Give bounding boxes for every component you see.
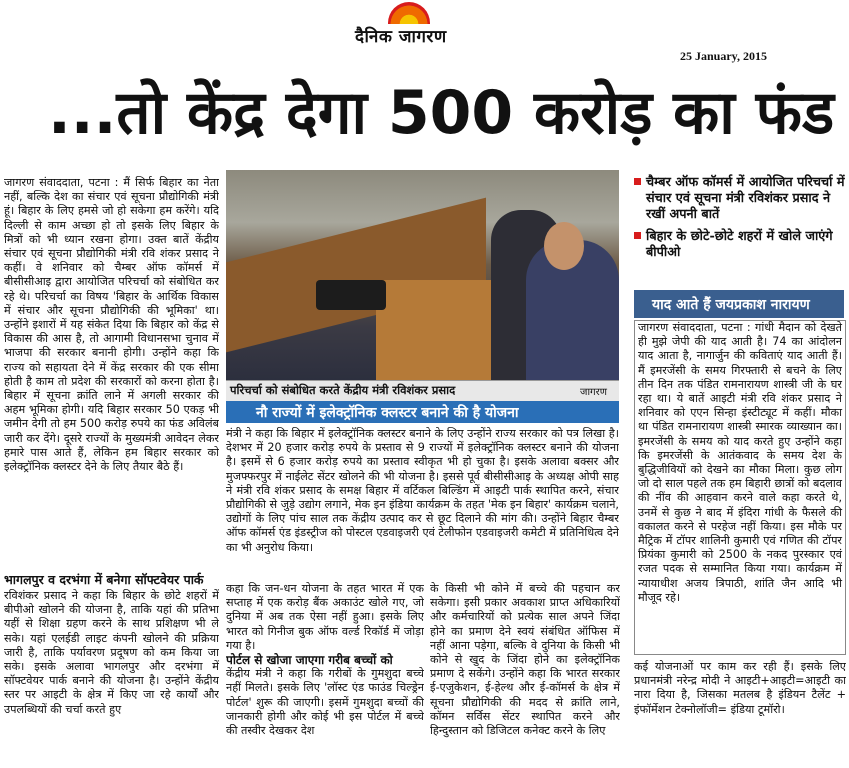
- subhead-software-park: भागलपुर व दरभंगा में बनेगा सॉफ्टवेयर पार्क: [4, 572, 204, 587]
- article-text: रविशंकर प्रसाद ने कहा कि बिहार के छोटे शहरों में बीपीओ खोलने की योजना है, ताकि यहां की प्रतिभा यहीं से शिक्षा ग्रहण करने के साथ प्रशिक्षण भी ले सके। यहां एलईडी लाइट कंपनी खोलने की प्रक्रिया जारी है, ताकि पर्यावरण प्रदूषण को कम किया जा सके। इसके अलावा भागलपुर और दरभंगा में सॉफ्टवेयर पार्क बनाने की योजना है। उन्होंने केंद्रीय स्तर पर आइटी के क्षेत्र में किए जा रहे कार्यों और उपलब्धियों की चर्चा करते हुए: [4, 589, 219, 716]
- article-text: केंद्रीय मंत्री ने कहा कि गरीबों के गुमशुदा बच्चे नहीं मिलते। इसके लिए 'लॉस्ट एंड फाउंड चिल्ड्रेन पोर्टल' शुरू की जाएगी। इसमें गुमशुदा बच्चों की जानकारी होगी और कोई भी इस पोर्टल में बच्चे की तस्वीर देखकर देश: [226, 667, 424, 738]
- article-text: के किसी भी कोने में बच्चे की पहचान कर सकेगा। इसी प्रकार अवकाश प्राप्त अधिकारियों और कर्मचारियों को प्रत्येक साल अपने जिंदा होने का प्रमाण देने स्वयं संबंधित ऑफिस में नहीं आना पड़ेगा, बल्कि वे दुनिया के किसी भी कोने से खुद के जिंदा होने का इलेक्ट्रॉनिक प्रमाण दे सकेंगे। उन्होंने कहा कि भारत सरकार ई-एजुकेशन, ई-हेल्थ और ई-कॉमर्स के क्षेत्र में सूचना प्रौद्योगिकी की मदद से क्रांति लाने, कॉमन सर्विस सेंटर स्थापित करने और हिन्दुस्तान को डिजिटल कनेक्ट करने के लिए: [430, 582, 620, 738]
- article-column-3: [226, 582, 424, 767]
- section-banner: [226, 401, 619, 423]
- bullet-square-icon: [634, 178, 641, 185]
- sidebar-story: [634, 320, 846, 655]
- article-text: कहा कि जन-धन योजना के तहत भारत में एक सप्ताह में एक करोड़ बैंक अकाउंट खोले गए, जो दुनिया में अब तक ऐसा नहीं हुआ। इसके लिए भारत को गिनीज बुक ऑफ वर्ल्ड रिकॉर्ड में जोड़ा गया है।: [226, 582, 424, 652]
- highlights-box: [634, 175, 846, 285]
- section-title: नौ राज्यों में इलेक्ट्रॉनिक क्लस्टर बनाने की है योजना: [256, 405, 519, 421]
- article-text: जागरण संवाददाता, पटना : गांधी मैदान को देखते ही मुझे जेपी की याद आती है। 74 का आंदोलन याद आता है, नागार्जुन की कविताएं याद आती हैं। मैं इमरजेंसी के समय गिरफ्तारी से बचने के लिए तीन दिन तक पंडित रामनारायण शास्त्री जी के घर रहा था। ये बातें आइटी मंत्री रवि शंकर प्रसाद ने शनिवार को एएन सिन्हा इंस्टीट्यूट में कहीं। मौका था पंडित रामनारायण शास्त्री स्मारक व्याख्यान का। इमरजेंसी के समय को याद करते हुए उन्होंने कहा कि इमरजेंसी के आतंकवाद के समय देश के बुद्धिजीवियों को देखने का मौका मिला। कुछ लोग जो दो साल पहले तक हम बिहारी छात्रों को बदलाव की नींव की आहवान करने वाले कहा करते थे, उनमें से कुछ ने बाद में इंदिरा गांधी के फैसले की वकालत करने से परहेज नहीं किया। इस मौके पर मैट्रिक में टॉपर शालिनी कुमारी एवं गणित की टॉपर प्रियंका कुमारी को 2500 के नकद पुरस्कार एवं रजत पदक से सम्मानित किया गया। कार्यक्रम में न्यायाधीश अजय त्रिपाठी, शांति जैन आदि भी मौजूद रहे।: [638, 321, 842, 604]
- photo-person-head: [544, 222, 584, 270]
- highlight-item: बिहार के छोटे-छोटे शहरों में खोले जाएंगे बीपीओ: [634, 229, 846, 261]
- highlight-item: चैम्बर ऑफ कॉमर्स में आयोजित परिचर्चा में संचार एवं सूचना मंत्री रविशंकर प्रसाद ने रखीं अपनी बातें: [634, 175, 846, 223]
- photo-caption: परिचर्चा को संबोधित करते केंद्रीय मंत्री रविशंकर प्रसाद: [230, 383, 456, 397]
- publication-date: 25 January, 2015: [680, 49, 768, 63]
- article-text: जागरण संवाददाता, पटना : मैं सिर्फ बिहार का नेता नहीं, बल्कि देश का संचार एवं सूचना प्रौद्योगिकी मंत्री हूं। बिहार के लिए हमसे जो हो सकेगा हम करेंगे। यदि दिल्ली से काम अच्छा हो तो इसके लिए बिहार के मित्रों को भी ध्यान रखना होगा। उक्त बातें केंद्रीय संचार एवं सूचना प्रौद्योगिकी मंत्री रवि शंकर प्रसाद ने कहीं। वे शनिवार को चैम्बर ऑफ कॉमर्स में बीसीसीआइ द्वारा आयोजित परिचर्चा को संबोधित कर रहे थे। परिचर्चा का विषय 'बिहार के आर्थिक विकास में संचार और सूचना प्रौद्योगिकी की भूमिका' था। उन्होंने इशारों में यह संकेत दिया कि बिहार को केंद्र से विकास की आस है, तो आगामी विधानसभा चुनाव में भाजपा की सरकार बनानी होगी। उन्होंने कहा कि राज्य को सहायता देने में केंद्र सरकार की एक सीमा होती है काम तो प्रदेश की सरकारों को करना होता है। बिहार में सूचना क्रांति लाने में अगली सरकार की अहम भूमिका होगी। यदि बिहार सरकार 50 एकड़ भी जमीन देगी तो हम 500 करोड़ रुपये का फंड अविलंब जारी कर देंगे। दूसरे राज्यों के मुख्यमंत्री आवेदन लेकर हमारे पास आते हैं, लेकिन हम बिहार सरकार को इलेक्ट्रॉनिक क्लस्टर देने के लिए तैयार बैठे हैं।: [4, 176, 219, 474]
- article-column-1-continued: [4, 589, 219, 767]
- photo-credit: जागरण: [580, 387, 607, 398]
- masthead-name: दैनिक जागरण: [355, 27, 447, 47]
- section-body: [226, 427, 619, 582]
- bullet-square-icon: [634, 232, 641, 239]
- subhead-portal: पोर्टल से खोजा जाएगा गरीब बच्चों को: [226, 653, 393, 668]
- article-text: कई योजनाओं पर काम कर रही हैं। इसके लिए प्रधानमंत्री नरेन्द्र मोदी ने आइटी+आइटी=आइटी का नारा दिया है, जिसका मतलब है इंडियन टैलेंट + इंफॉर्मेशन टेक्नोलॉजी= इंडिया टूमॉरो।: [634, 660, 846, 716]
- sidebar-title: याद आते हैं जयप्रकाश नारायण: [652, 297, 810, 313]
- sidebar-title-bar: [634, 290, 844, 318]
- jagran-sun-logo-icon: [388, 2, 430, 24]
- news-photo: [226, 170, 619, 380]
- article-column-1: [4, 176, 219, 571]
- photo-caption-bar: [226, 380, 619, 401]
- microphone-icon: [316, 280, 386, 310]
- article-column-5-continued: [634, 660, 846, 767]
- article-column-4: [430, 582, 620, 767]
- article-text: मंत्री ने कहा कि बिहार में इलेक्ट्रॉनिक क्लस्टर बनाने के लिए उन्होंने राज्य सरकार को पत्र लिखा है। देशभर में 20 हजार करोड़ रुपये के प्रस्ताव से 9 राज्यों में इलेक्ट्रॉनिक क्लस्टर बनाने की योजना है। इसमें से 6 हजार करोड़ रुपये का प्रस्ताव स्वीकृत भी हो चुका है। इसके अलावा बक्सर और मुजफ्फरपुर में नाईलेट सेंटर खोलने की भी योजना है। इससे पूर्व बीसीसीआइ के अध्यक्ष ओपी साह ने मंत्री रवि शंकर प्रसाद के समक्ष बिहार में वर्टिकल बिल्डिंग में आइटी पार्क स्थापित करने, संचार प्रौद्योगिकी से जुड़े उद्योग लगाने, मेक इन इंडिया कार्यक्रम के तहत 'मेक इन बिहार' कार्यक्रम चलाने, उद्योगों के लिए पांच साल तक केंद्रीय उत्पाद कर से छूट दिलाने की मांग की। उन्होंने बिहार चैम्बर ऑफ कॉमर्स एंड इंडस्ट्रीज को पोस्टल एडवाइजरी एवं टेलीफोन एडवाइजरी कमेटी में प्रतिनिधित्व देने का भी अनुरोध किया।: [226, 427, 619, 554]
- headline: ...तो केंद्र देगा 500 करोड़ का फंड: [48, 78, 835, 148]
